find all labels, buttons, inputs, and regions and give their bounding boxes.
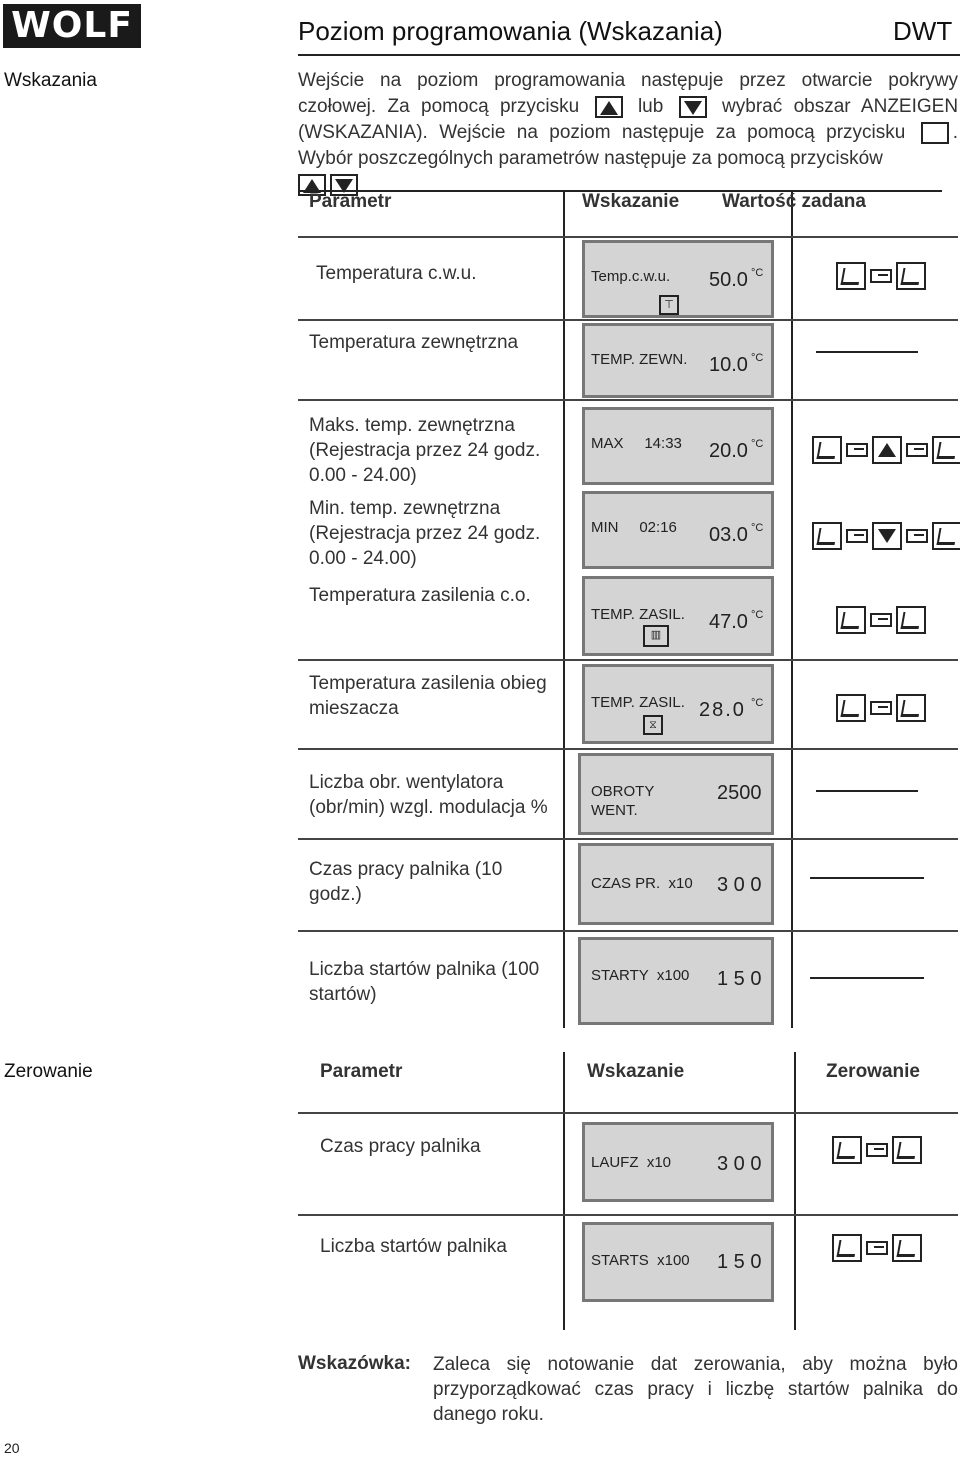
- header-param: Parametr: [309, 191, 392, 212]
- header-rule: [298, 54, 960, 56]
- lcd-value: 28.0: [699, 699, 746, 721]
- lcd-label: LAUFZ x10: [591, 1154, 672, 1171]
- note-text: Zaleca się notowanie dat zerowania, aby można było przyporządkować czas pracy i liczbę startów palnika do danego roku.: [433, 1354, 958, 1425]
- button-sequence: [812, 522, 960, 550]
- lcd-display: [578, 937, 774, 1025]
- lcd-display: [582, 491, 774, 569]
- arrow-icon: [906, 443, 928, 457]
- intro-text-1: Wejście na poziom programowania następuje przez otwarcie pokrywy czołowej. Za pomocą przycisku: [298, 70, 958, 117]
- button-sequence: [832, 1136, 922, 1164]
- lcd-label: STARTY x100: [591, 967, 690, 984]
- lcd-unit: °C: [751, 438, 764, 450]
- down-key-icon: [679, 96, 707, 118]
- lcd-label: CZAS PR. x10: [591, 875, 693, 892]
- arrow-icon: [870, 269, 892, 283]
- header-param: Parametr: [320, 1061, 403, 1082]
- button-sequence: [836, 262, 926, 290]
- enter-key-icon: [812, 436, 842, 464]
- lcd-label: STARTS x100: [591, 1252, 690, 1269]
- up-key-icon: [872, 436, 902, 464]
- lcd-unit: °C: [751, 697, 764, 709]
- section-label-zerowanie: Zerowanie: [4, 1061, 93, 1082]
- reset-param-starts: Liczba startów palnika: [320, 1236, 507, 1257]
- lcd-display: [582, 576, 774, 656]
- reset-param-hours: Czas pracy palnika: [320, 1136, 481, 1157]
- no-setpoint-dash: [816, 790, 918, 792]
- header-setpoint: Wartość zadana: [722, 191, 866, 212]
- row-separator: [298, 399, 958, 401]
- logo-text: WOLF: [11, 5, 133, 46]
- tap-icon: ⊤: [659, 295, 679, 315]
- enter-key-icon: [836, 606, 866, 634]
- lcd-value: 20.0: [709, 440, 748, 462]
- param-flow-temp-ch: Temperatura zasilenia c.o.: [309, 585, 531, 606]
- param-fan-speed: Liczba obr. wentylatora (obr/min) wzgl. modulacja %: [309, 772, 548, 818]
- lcd-display: [582, 240, 774, 318]
- mixer-icon: ⧖: [643, 715, 663, 735]
- lcd-label: OBROTY WENT.: [591, 783, 655, 819]
- arrow-icon: [846, 529, 868, 543]
- lcd-label: TEMP. ZASIL.: [591, 694, 685, 711]
- header-display: Wskazanie: [582, 191, 680, 212]
- lcd-value: 1 5 0: [717, 968, 762, 990]
- row-separator: [298, 930, 958, 932]
- header-display: Wskazanie: [587, 1061, 685, 1082]
- lcd-value: 3 0 0: [717, 1153, 762, 1175]
- button-sequence: [836, 694, 926, 722]
- lcd-label: MIN 02:16: [591, 519, 677, 536]
- lcd-value: 47.0: [709, 611, 748, 633]
- enter-key-icon: [932, 436, 960, 464]
- row-separator: [298, 659, 958, 661]
- arrow-icon: [846, 443, 868, 457]
- column-divider: [563, 1052, 565, 1330]
- param-min-outdoor: Min. temp. zewnętrzna (Rejestracja przez 24 godz. 0.00 - 24.00): [309, 498, 541, 569]
- enter-key-icon: [921, 122, 949, 144]
- page-number: 20: [4, 1440, 20, 1456]
- button-sequence: [832, 1234, 922, 1262]
- row-separator: [298, 1214, 958, 1216]
- wolf-logo: [3, 4, 141, 48]
- enter-key-icon: [892, 1136, 922, 1164]
- param-burner-hours: Czas pracy palnika (10 godz.): [309, 859, 503, 905]
- button-sequence: [836, 606, 926, 634]
- lcd-label: MAX 14:33: [591, 435, 682, 452]
- row-separator: [298, 319, 958, 321]
- lcd-display: [582, 1122, 774, 1202]
- lcd-value: 50.0: [709, 269, 748, 291]
- intro-text-3: wybrać obszar ANZEIGEN (WSKAZANIA). Wejście na poziom następuje za pomocą przycisku: [298, 96, 959, 143]
- enter-key-icon: [932, 522, 960, 550]
- enter-key-icon: [896, 694, 926, 722]
- no-setpoint-dash: [810, 977, 924, 979]
- intro-text-2: lub: [637, 96, 664, 117]
- lcd-label: TEMP. ZEWN.: [591, 351, 688, 368]
- button-sequence: [812, 436, 960, 464]
- lcd-display: [582, 407, 774, 485]
- model-code: DWT: [893, 16, 953, 46]
- page-title: Poziom programowania (Wskazania): [298, 16, 723, 46]
- lcd-value: 2500: [717, 782, 762, 804]
- column-divider: [794, 1052, 796, 1330]
- lcd-value: 03.0: [709, 524, 748, 546]
- lcd-value: 3 0 0: [717, 874, 762, 896]
- enter-key-icon: [836, 694, 866, 722]
- down-key-icon: [872, 522, 902, 550]
- enter-key-icon: [832, 1234, 862, 1262]
- no-setpoint-dash: [816, 351, 918, 353]
- enter-key-icon: [896, 606, 926, 634]
- enter-key-icon: [812, 522, 842, 550]
- arrow-icon: [866, 1143, 888, 1157]
- no-setpoint-dash: [810, 877, 924, 879]
- intro-text-4: . Wybór poszczególnych parametrów następuje za pomocą przycisków: [298, 122, 958, 169]
- lcd-display: [578, 753, 774, 835]
- enter-key-icon: [836, 262, 866, 290]
- lcd-display: [582, 323, 774, 398]
- arrow-icon: [870, 701, 892, 715]
- arrow-icon: [906, 529, 928, 543]
- note-label: Wskazówka:: [298, 1353, 411, 1374]
- arrow-icon: [866, 1241, 888, 1255]
- param-burner-starts: Liczba startów palnika (100 startów): [309, 959, 540, 1005]
- lcd-display: [578, 843, 774, 925]
- param-max-outdoor: Maks. temp. zewnętrzna (Rejestracja przez 24 godz. 0.00 - 24.00): [309, 415, 541, 486]
- lcd-label: Temp.c.w.u.: [591, 268, 671, 285]
- row-separator: [298, 236, 958, 238]
- lcd-unit: °C: [751, 522, 764, 534]
- column-divider: [791, 190, 793, 1028]
- radiator-icon: ▥: [643, 625, 669, 647]
- lcd-display: [582, 1222, 774, 1302]
- section-label-wskazania: Wskazania: [4, 70, 97, 91]
- lcd-display: [582, 664, 774, 744]
- column-divider: [563, 190, 565, 1028]
- enter-key-icon: [896, 262, 926, 290]
- header-reset: Zerowanie: [826, 1061, 920, 1082]
- lcd-unit: °C: [751, 352, 764, 364]
- intro-paragraph: [298, 68, 958, 198]
- lcd-unit: °C: [751, 267, 764, 279]
- enter-key-icon: [892, 1234, 922, 1262]
- enter-key-icon: [832, 1136, 862, 1164]
- row-separator: [298, 748, 958, 750]
- arrow-icon: [870, 613, 892, 627]
- row-separator: [298, 1112, 958, 1114]
- lcd-unit: °C: [751, 609, 764, 621]
- param-outdoor-temp: Temperatura zewnętrzna: [309, 332, 519, 353]
- lcd-value: 10.0: [709, 354, 748, 376]
- up-key-icon: [595, 96, 623, 118]
- param-flow-temp-mixer: Temperatura zasilenia obieg mieszacza: [309, 673, 547, 719]
- param-dhw-temp: Temperatura c.w.u.: [316, 263, 477, 284]
- row-separator: [298, 838, 958, 840]
- lcd-value: 1 5 0: [717, 1251, 762, 1273]
- lcd-label: TEMP. ZASIL.: [591, 606, 685, 623]
